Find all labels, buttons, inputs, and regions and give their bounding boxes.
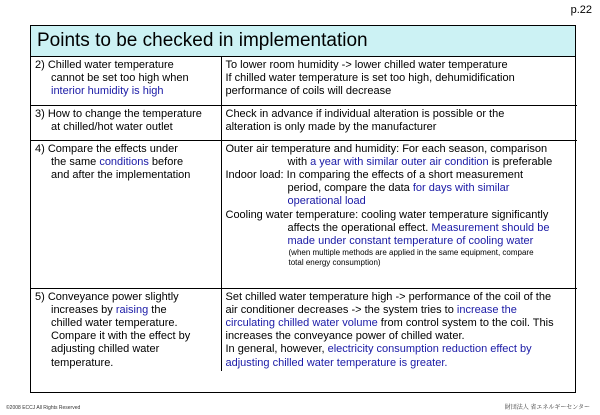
slide-title: Points to be checked in implementation	[31, 26, 575, 57]
slide-content	[30, 25, 576, 393]
table-row	[31, 57, 577, 105]
highlight-text: raising	[115, 303, 149, 316]
page-number: p.22	[570, 4, 592, 16]
point-cell: 5) Conveyance power slightly increases by raising the chilled water temperature. Compare it with the effect by adjusting chilled water temperature.	[31, 288, 221, 371]
checkpoint-table	[31, 57, 577, 371]
organization-footer: 財団法人 省エネルギーセンター	[504, 405, 590, 411]
point-cell: 2) Chilled water temperature cannot be set too high when interior humidity is high	[31, 57, 221, 105]
point-cell: 4) Compare the effects under the same conditions before and after the implementation	[31, 140, 221, 288]
table-row	[31, 140, 577, 288]
point-cell: 3) How to change the temperature at chilled/hot water outlet	[31, 105, 221, 140]
highlight-text: circulating chilled water volume	[225, 316, 378, 329]
detail-cell: Set chilled water temperature high -> performance of the coil of the air conditioner decreases -> the system tries to increase the circulating chilled water volume from control system to the coil. This increases the conveyance power of chilled water. In general, however, electricity consumption reduction effect by adjusting chilled water temperature is greater.	[221, 288, 577, 371]
highlight-text: increase the	[456, 303, 517, 316]
highlight-text: conditions	[99, 155, 149, 168]
highlight-text: Measurement should be	[431, 221, 550, 234]
highlight-text: a year with similar outer air condition	[310, 155, 489, 168]
highlight-text: adjusting chilled water temperature is greater.	[225, 356, 448, 369]
highlight-text: interior humidity is high	[51, 85, 164, 98]
detail-cell: To lower room humidity -> lower chilled water temperature If chilled water temperature is set too high, dehumidification performance of coils will decrease	[221, 57, 577, 105]
highlight-text: electricity consumption reduction effect by	[327, 343, 532, 356]
detail-cell: Check in advance if individual alteration is possible or the alteration is only made by the manufacturer	[221, 105, 577, 140]
detail-cell: Outer air temperature and humidity: For each season, comparison with a year with similar outer air condition is preferable Indoor load: In comparing the effects of a short measurement period, compare the data for days with similar operational load Cooling water temperature: cooling water temperature significantly affects the operational effect. Measurement should be made under constant temperature of cooling water (when multiple methods are applied in the same equipment, compare total energy consumption)	[221, 140, 577, 288]
table-row	[31, 105, 577, 140]
highlight-text: for days with similar	[412, 182, 510, 195]
highlight-text: made under constant temperature of cooling water	[287, 234, 534, 247]
copyright-footer: ©2008 ECCJ All Rights Reserved	[6, 405, 81, 411]
table-row	[31, 288, 577, 371]
highlight-text: operational load	[287, 195, 366, 208]
